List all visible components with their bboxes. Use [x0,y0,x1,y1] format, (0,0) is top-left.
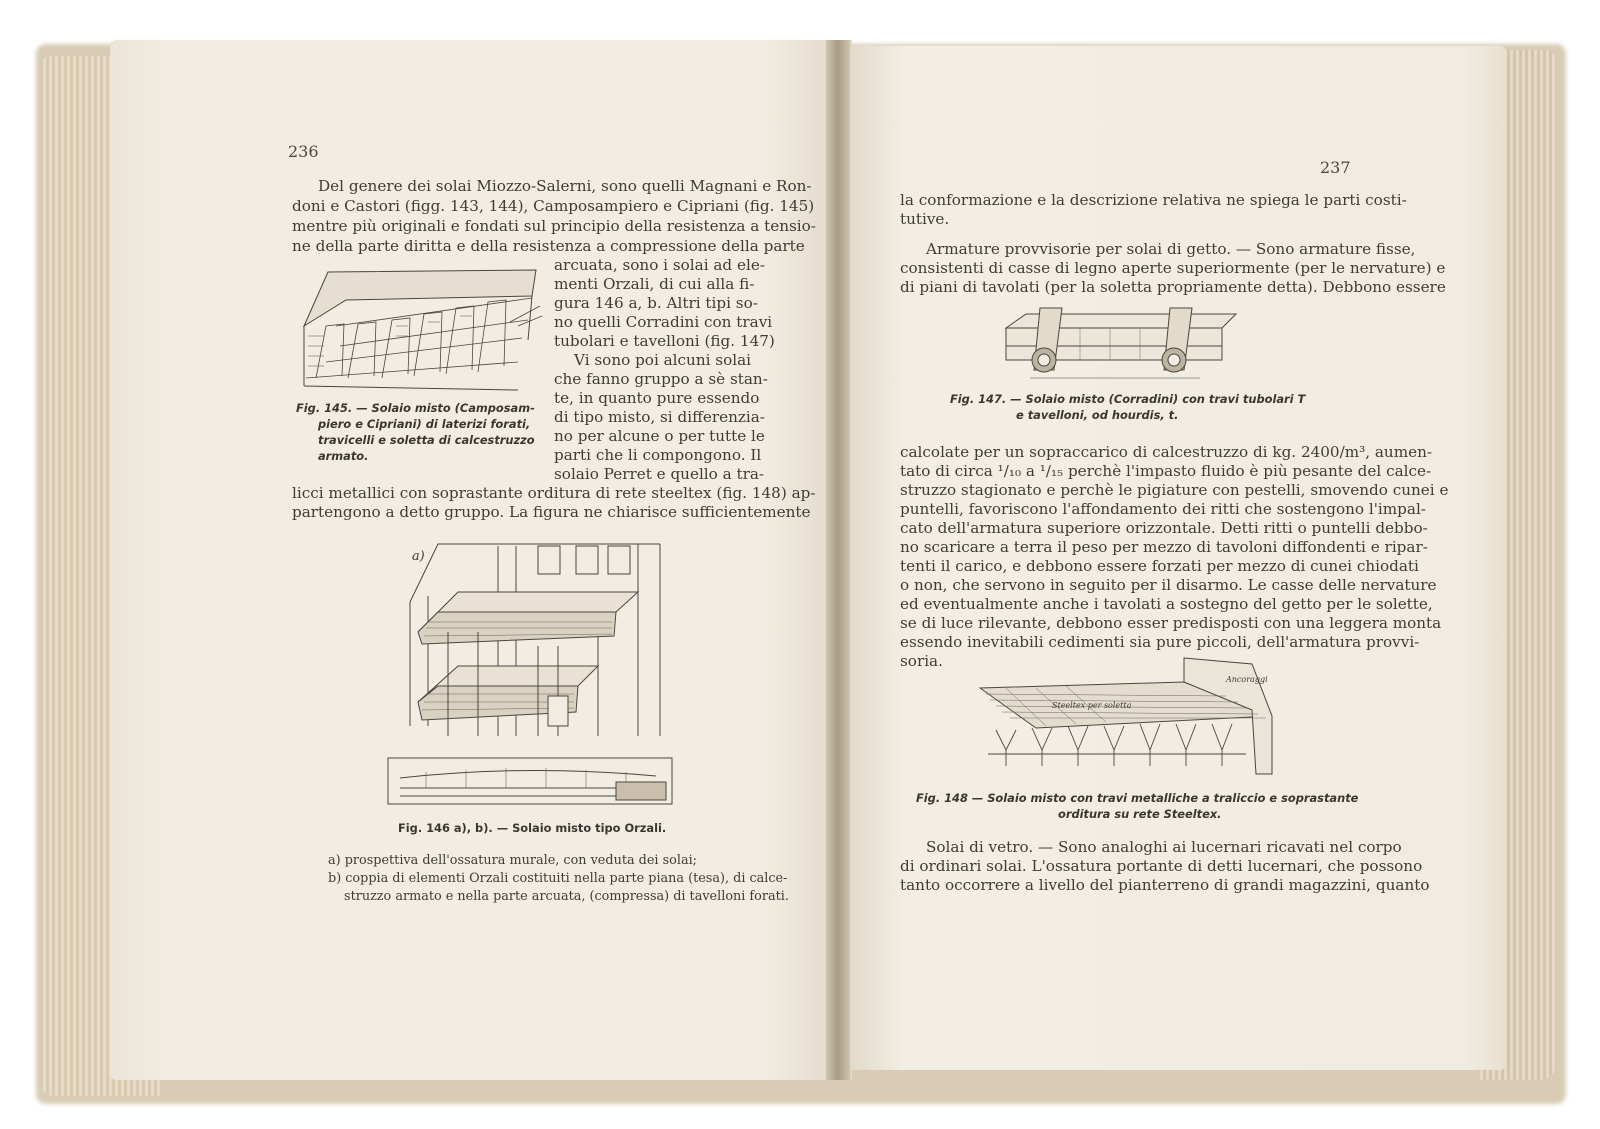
figure-146-caption: Fig. 146 a), b). — Solaio misto tipo Orzali. [398,821,667,835]
note-line: struzzo armato e nella parte arcuata, (compressa) di tavelloni forati. [344,889,789,904]
text-line: Del genere dei solai Miozzo-Salerni, sono quelli Magnani e Ron- [318,177,812,195]
text-line: Armature provvisorie per solai di getto. — Sono armature fisse, [926,240,1416,258]
text-line: tato di circa ¹/₁₀ a ¹/₁₅ perchè l'impasto fluido è più pesante del calce- [900,462,1432,480]
text-line: parti che li compongono. Il [554,446,762,464]
text-line: Vi sono poi alcuni solai [574,351,751,369]
figure-148-label-ancoraggi: Ancoraggi [1226,675,1268,684]
text-line: di piani di tavolati (per la soletta propriamente detta). Debbono essere [900,278,1446,296]
text-line: tutive. [900,210,950,228]
text-line: doni e Castori (figg. 143, 144), Camposampiero e Cipriani (fig. 145) [292,197,815,215]
text-line: tanto occorrere a livello del pianterreno di grandi magazzini, quanto [900,876,1430,894]
text-line: menti Orzali, di cui alla fi- [554,275,755,293]
caption-line: travicelli e soletta di calcestruzzo [318,433,535,447]
text-line: che fanno gruppo a sè stan- [554,370,768,388]
text-line: essendo inevitabili cedimenti sia pure piccoli, dell'armatura provvi- [900,633,1420,651]
text-line: cato dell'armatura superiore orizzontale. Detti ritti o puntelli debbo- [900,519,1428,537]
figure-145-drawing [296,266,546,396]
caption-line: Fig. 148 — Solaio misto con travi metalliche a traliccio e soprastante [916,791,1359,805]
text-line: Solai di vetro. — Sono analoghi ai lucernari ricavati nel corpo [926,838,1402,856]
text-line: o non, che servono in seguito per il disarmo. Le casse delle nervature [900,576,1437,594]
note-line: b) coppia di elementi Orzali costituiti nella parte piana (tesa), di calce- [328,871,788,886]
caption-line: orditura su rete Steeltex. [1058,807,1222,821]
text-line: di ordinari solai. L'ossatura portante di detti lucernari, che possono [900,857,1423,875]
text-line: arcuata, sono i solai ad ele- [554,256,765,274]
caption-line: Fig. 147. — Solaio misto (Corradini) con travi tubolari T [950,392,1306,406]
text-line: tenti il carico, e debbono essere forzati per mezzo di cunei chiodati [900,557,1419,575]
text-line: te, in quanto pure essendo [554,389,760,407]
caption-line: e tavelloni, od hourdis, t. [1016,408,1179,422]
caption-line: armato. [318,449,369,463]
text-line: partengono a detto gruppo. La figura ne chiarisce sufficientemente [292,503,811,521]
text-line: calcolate per un sopraccarico di calcestruzzo di kg. 2400/m³, aumen- [900,443,1432,461]
figure-146a-drawing [398,536,668,742]
figure-146b-drawing [386,756,676,808]
text-line: tubolari e tavelloni (fig. 147) [554,332,775,350]
text-line: ed eventualmente anche i tavolati a sostegno del getto per le solette, [900,595,1433,613]
text-line: no per alcune o per tutte le [554,427,765,445]
figure-146-label-a: a) [412,549,425,564]
text-line: ne della parte diritta e della resistenza a compressione della parte [292,237,805,255]
text-line: no scaricare a terra il peso per mezzo di tavoloni diffondenti e ripar- [900,538,1428,556]
book-gutter [826,40,850,1080]
right-page-number: 237 [1320,158,1351,177]
note-line: a) prospettiva dell'ossatura murale, con veduta dei solai; [328,853,697,868]
text-line: struzzo stagionato e perchè le pigiature con pestelli, smovendo cunei e [900,481,1449,499]
text-line: soria. [900,652,943,670]
text-line: puntelli, favoriscono l'affondamento dei ritti che sostengono l'impal- [900,500,1426,518]
caption-line: piero e Cipriani) di laterizi forati, [318,417,531,431]
text-line: licci metallici con soprastante orditura di rete steeltex (fig. 148) ap- [292,484,816,502]
text-line: se di luce rilevante, debbono esser predisposti con una leggera monta [900,614,1442,632]
left-page-number: 236 [288,142,319,161]
text-line: no quelli Corradini con travi [554,313,773,331]
text-line: solaio Perret e quello a tra- [554,465,765,483]
text-line: la conformazione e la descrizione relativa ne spiega le parti costi- [900,191,1407,209]
text-line: di tipo misto, si differenzia- [554,408,765,426]
text-line: consistenti di casse di legno aperte superiormente (per le nervature) e [900,259,1446,277]
text-line: mentre più originali e fondati sul principio della resistenza a tensio- [292,217,816,235]
text-line: gura 146 a, b. Altri tipi so- [554,294,758,312]
caption-line: Fig. 145. — Solaio misto (Camposam- [296,401,535,415]
figure-148-label-steeltex: Steeltex per soletta [1052,701,1132,710]
figure-147-drawing [1000,304,1240,382]
